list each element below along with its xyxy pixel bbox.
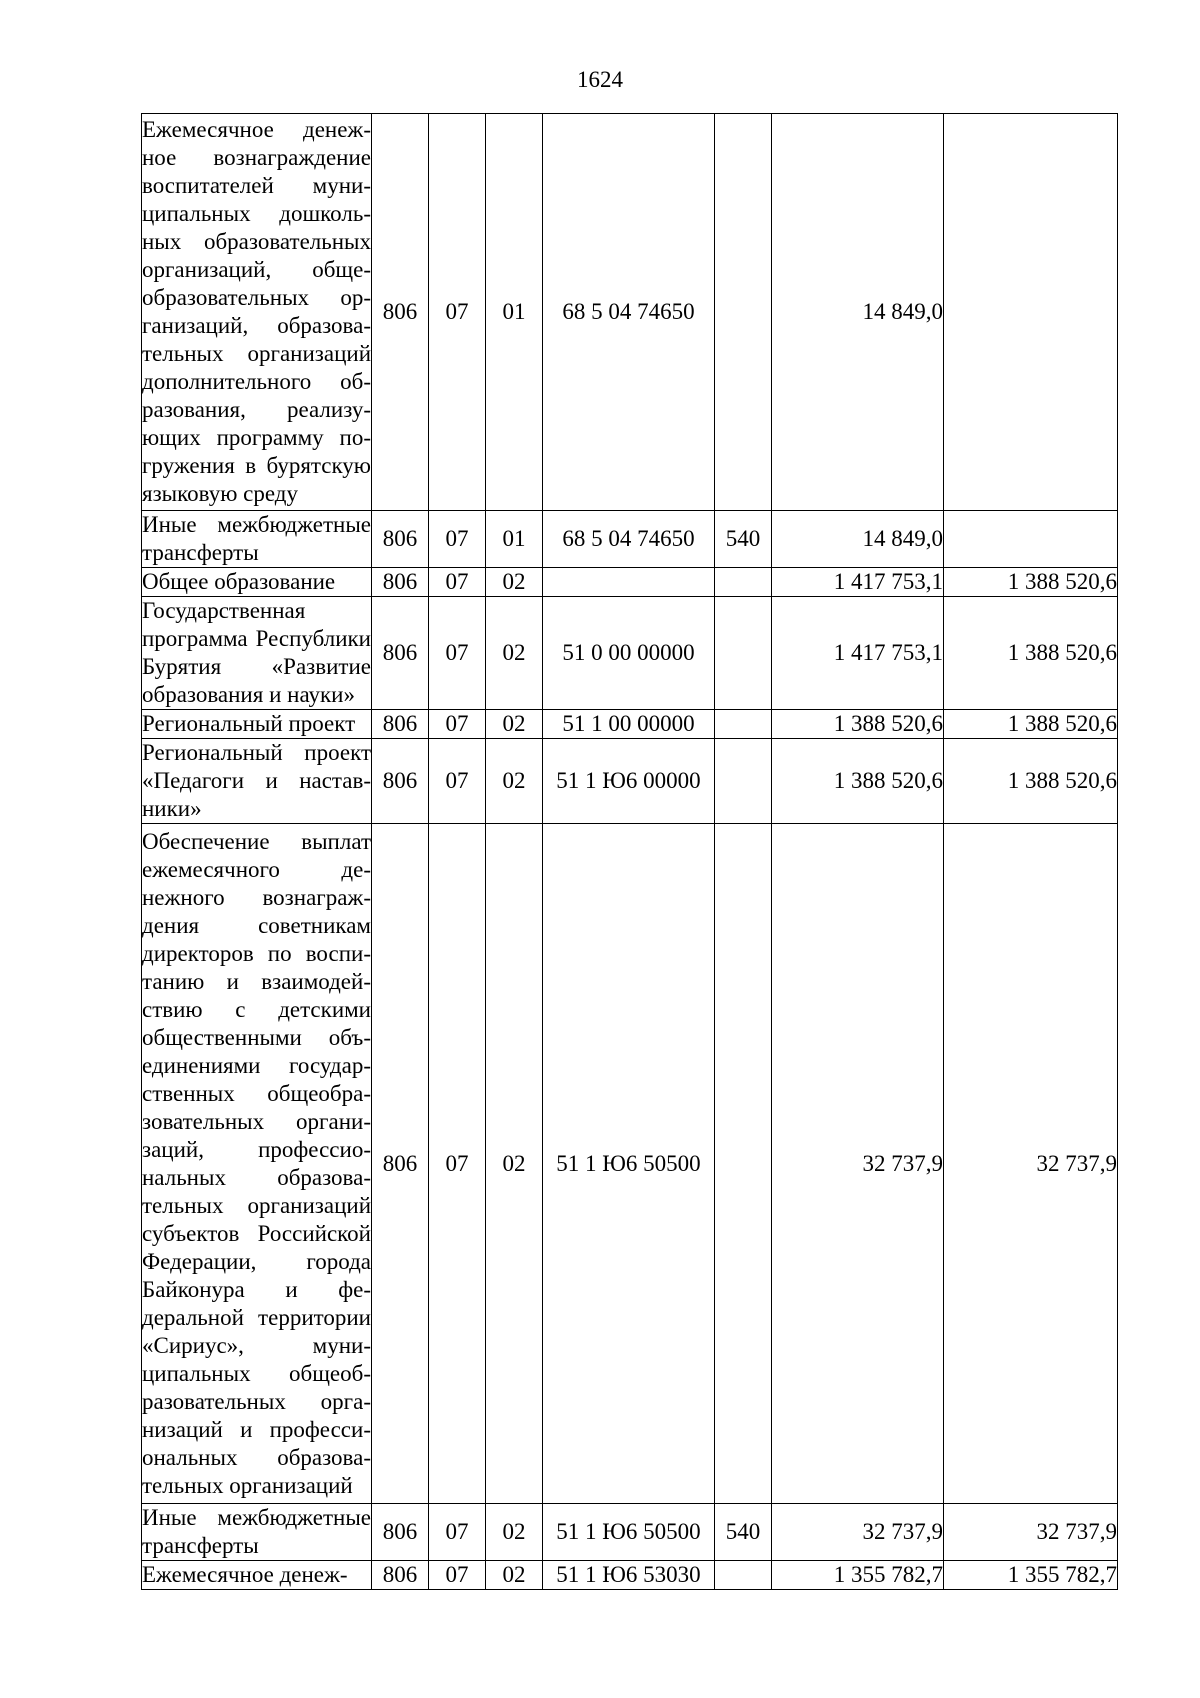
amount-2-cell: 1 355 782,7 bbox=[944, 1561, 1118, 1590]
table-row bbox=[142, 710, 1118, 739]
expense-type-cell bbox=[715, 824, 772, 1504]
amount-2-cell: 32 737,9 bbox=[944, 824, 1118, 1504]
grbs-cell: 806 bbox=[372, 1504, 429, 1561]
expense-type-cell bbox=[715, 1561, 772, 1590]
target-article-cell: 51 0 00 00000 bbox=[543, 597, 715, 710]
amount-1-cell: 1 417 753,1 bbox=[772, 597, 944, 710]
grbs-cell: 806 bbox=[372, 597, 429, 710]
amount-2-cell: 1 388 520,6 bbox=[944, 568, 1118, 597]
target-article-cell: 51 1 Ю6 53030 bbox=[543, 1561, 715, 1590]
expense-type-cell bbox=[715, 739, 772, 824]
target-article-cell bbox=[543, 568, 715, 597]
row-name-cell: Обеспечение выплат ежемесячного денежного вознаграждения советникам директоров по воспитанию и взаимодействию с детскими общественными объединениями государственных общеобразовательных организаций, профессиональных образовательных организаций субъектов Российской Федерации, города Байконура и федеральной территории «Сириус», муниципальных общеобразовательных организаций и профессиональных образовательных организаций bbox=[142, 824, 372, 1504]
subsection-cell: 02 bbox=[486, 1504, 543, 1561]
target-article-cell: 51 1 Ю6 00000 bbox=[543, 739, 715, 824]
amount-1-cell: 1 355 782,7 bbox=[772, 1561, 944, 1590]
row-name-cell: Государственная программа Республики Бурятия «Развитие образования и науки» bbox=[142, 597, 372, 710]
section-cell: 07 bbox=[429, 114, 486, 511]
row-name-cell: Региональный проект «Педагоги и наставники» bbox=[142, 739, 372, 824]
target-article-cell: 51 1 Ю6 50500 bbox=[543, 824, 715, 1504]
expense-type-cell bbox=[715, 568, 772, 597]
row-name-cell: Ежемесячное денеж- bbox=[142, 1561, 372, 1590]
grbs-cell: 806 bbox=[372, 1561, 429, 1590]
amount-1-cell: 1 388 520,6 bbox=[772, 739, 944, 824]
grbs-cell: 806 bbox=[372, 511, 429, 568]
target-article-cell: 51 1 Ю6 50500 bbox=[543, 1504, 715, 1561]
table-row bbox=[142, 568, 1118, 597]
amount-1-cell: 14 849,0 bbox=[772, 114, 944, 511]
subsection-cell: 02 bbox=[486, 597, 543, 710]
row-name-cell: Ежемесячное денежное вознаграждение воспитателей муниципальных дошкольных образовательных организаций, общеобразовательных организаций, образовательных организаций дополнительного образования, реализующих программу погружения в бурятскую языковую среду bbox=[142, 114, 372, 511]
section-cell: 07 bbox=[429, 568, 486, 597]
table-row bbox=[142, 511, 1118, 568]
grbs-cell: 806 bbox=[372, 568, 429, 597]
amount-2-cell: 1 388 520,6 bbox=[944, 597, 1118, 710]
amount-1-cell: 14 849,0 bbox=[772, 511, 944, 568]
table-row bbox=[142, 1504, 1118, 1561]
amount-2-cell bbox=[944, 114, 1118, 511]
row-name-cell: Общее образование bbox=[142, 568, 372, 597]
section-cell: 07 bbox=[429, 597, 486, 710]
amount-2-cell bbox=[944, 511, 1118, 568]
table-row bbox=[142, 114, 1118, 511]
section-cell: 07 bbox=[429, 1561, 486, 1590]
row-name-cell: Региональный проект bbox=[142, 710, 372, 739]
section-cell: 07 bbox=[429, 739, 486, 824]
subsection-cell: 02 bbox=[486, 710, 543, 739]
subsection-cell: 02 bbox=[486, 739, 543, 824]
table-row bbox=[142, 739, 1118, 824]
section-cell: 07 bbox=[429, 710, 486, 739]
amount-1-cell: 1 388 520,6 bbox=[772, 710, 944, 739]
amount-2-cell: 32 737,9 bbox=[944, 1504, 1118, 1561]
subsection-cell: 02 bbox=[486, 824, 543, 1504]
grbs-cell: 806 bbox=[372, 824, 429, 1504]
amount-2-cell: 1 388 520,6 bbox=[944, 739, 1118, 824]
section-cell: 07 bbox=[429, 1504, 486, 1561]
expense-type-cell: 540 bbox=[715, 511, 772, 568]
subsection-cell: 01 bbox=[486, 511, 543, 568]
section-cell: 07 bbox=[429, 824, 486, 1504]
amount-1-cell: 1 417 753,1 bbox=[772, 568, 944, 597]
subsection-cell: 02 bbox=[486, 568, 543, 597]
subsection-cell: 01 bbox=[486, 114, 543, 511]
grbs-cell: 806 bbox=[372, 739, 429, 824]
row-name-cell: Иные межбюджетные трансферты bbox=[142, 511, 372, 568]
budget-table bbox=[141, 113, 1118, 1590]
table-row bbox=[142, 1561, 1118, 1590]
expense-type-cell bbox=[715, 114, 772, 511]
target-article-cell: 68 5 04 74650 bbox=[543, 114, 715, 511]
page-number: 1624 bbox=[577, 67, 623, 92]
expense-type-cell bbox=[715, 710, 772, 739]
expense-type-cell: 540 bbox=[715, 1504, 772, 1561]
grbs-cell: 806 bbox=[372, 710, 429, 739]
grbs-cell: 806 bbox=[372, 114, 429, 511]
subsection-cell: 02 bbox=[486, 1561, 543, 1590]
section-cell: 07 bbox=[429, 511, 486, 568]
amount-1-cell: 32 737,9 bbox=[772, 1504, 944, 1561]
target-article-cell: 68 5 04 74650 bbox=[543, 511, 715, 568]
expense-type-cell bbox=[715, 597, 772, 710]
row-name-cell: Иные межбюджетные трансферты bbox=[142, 1504, 372, 1561]
target-article-cell: 51 1 00 00000 bbox=[543, 710, 715, 739]
table-row bbox=[142, 597, 1118, 710]
table-row bbox=[142, 824, 1118, 1504]
amount-1-cell: 32 737,9 bbox=[772, 824, 944, 1504]
amount-2-cell: 1 388 520,6 bbox=[944, 710, 1118, 739]
